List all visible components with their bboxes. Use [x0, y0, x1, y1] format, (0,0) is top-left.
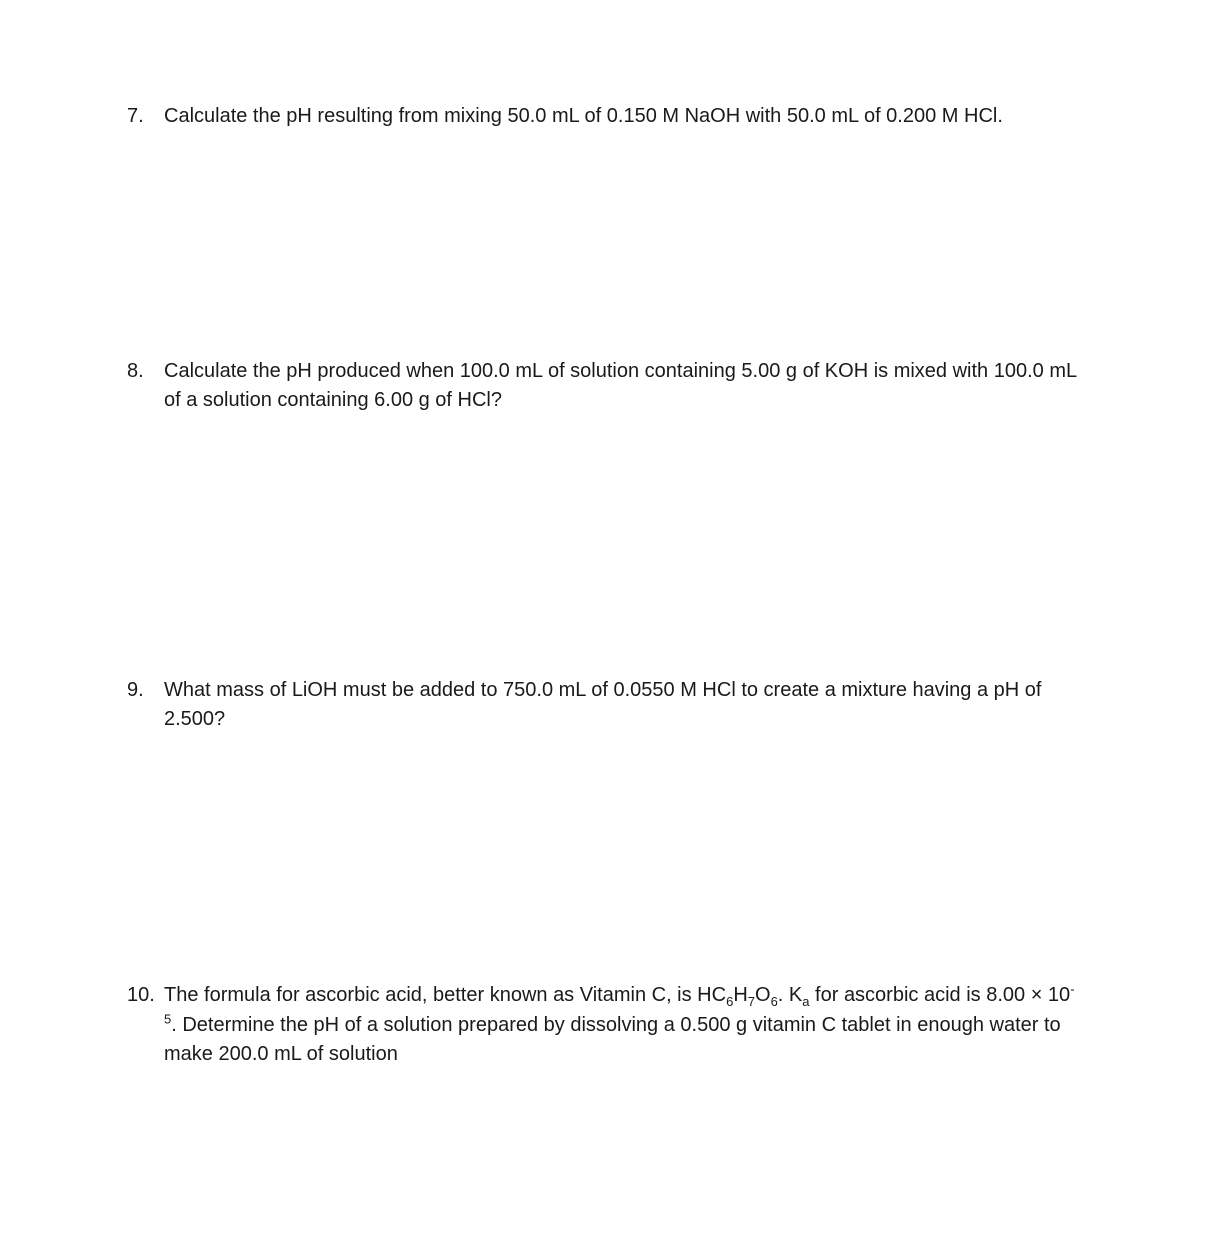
question-8	[127, 357, 1087, 415]
question-number: 10.	[127, 984, 155, 1006]
text-segment: O	[755, 984, 771, 1006]
question-10	[127, 981, 1087, 1070]
text-segment: H	[733, 984, 748, 1006]
subscript: 6	[726, 994, 734, 1009]
text-segment: . K	[777, 984, 803, 1006]
question-9	[127, 676, 1087, 734]
question-number: 7.	[127, 105, 144, 127]
question-text	[164, 981, 1087, 1070]
subscript: a	[802, 994, 810, 1009]
question-text: Calculate the pH produced when 100.0 mL of solution containing 5.00 g of KOH is mixed with 100.0 mL of a solution containing 6.00 g of HCl?	[164, 360, 1077, 411]
question-text: Calculate the pH resulting from mixing 50.0 mL of 0.150 M NaOH with 50.0 mL of 0.200 M HCl.	[164, 105, 1003, 127]
superscript: -5	[164, 981, 1075, 1026]
question-text: What mass of LiOH must be added to 750.0 mL of 0.0550 M HCl to create a mixture having a pH of 2.500?	[164, 679, 1042, 730]
text-segment: . Determine the pH of a solution prepared by dissolving a 0.500 g vitamin C tablet in enough water to make 200.0 mL of solution	[164, 1013, 1061, 1065]
text-segment: The formula for ascorbic acid, better known as Vitamin C, is HC	[164, 984, 727, 1006]
subscript: 7	[747, 994, 755, 1009]
text-segment: for ascorbic acid is 8.00 × 10	[809, 984, 1071, 1006]
question-7	[127, 102, 1087, 131]
subscript: 6	[770, 994, 778, 1009]
question-number: 9.	[127, 679, 144, 701]
question-number: 8.	[127, 360, 144, 382]
